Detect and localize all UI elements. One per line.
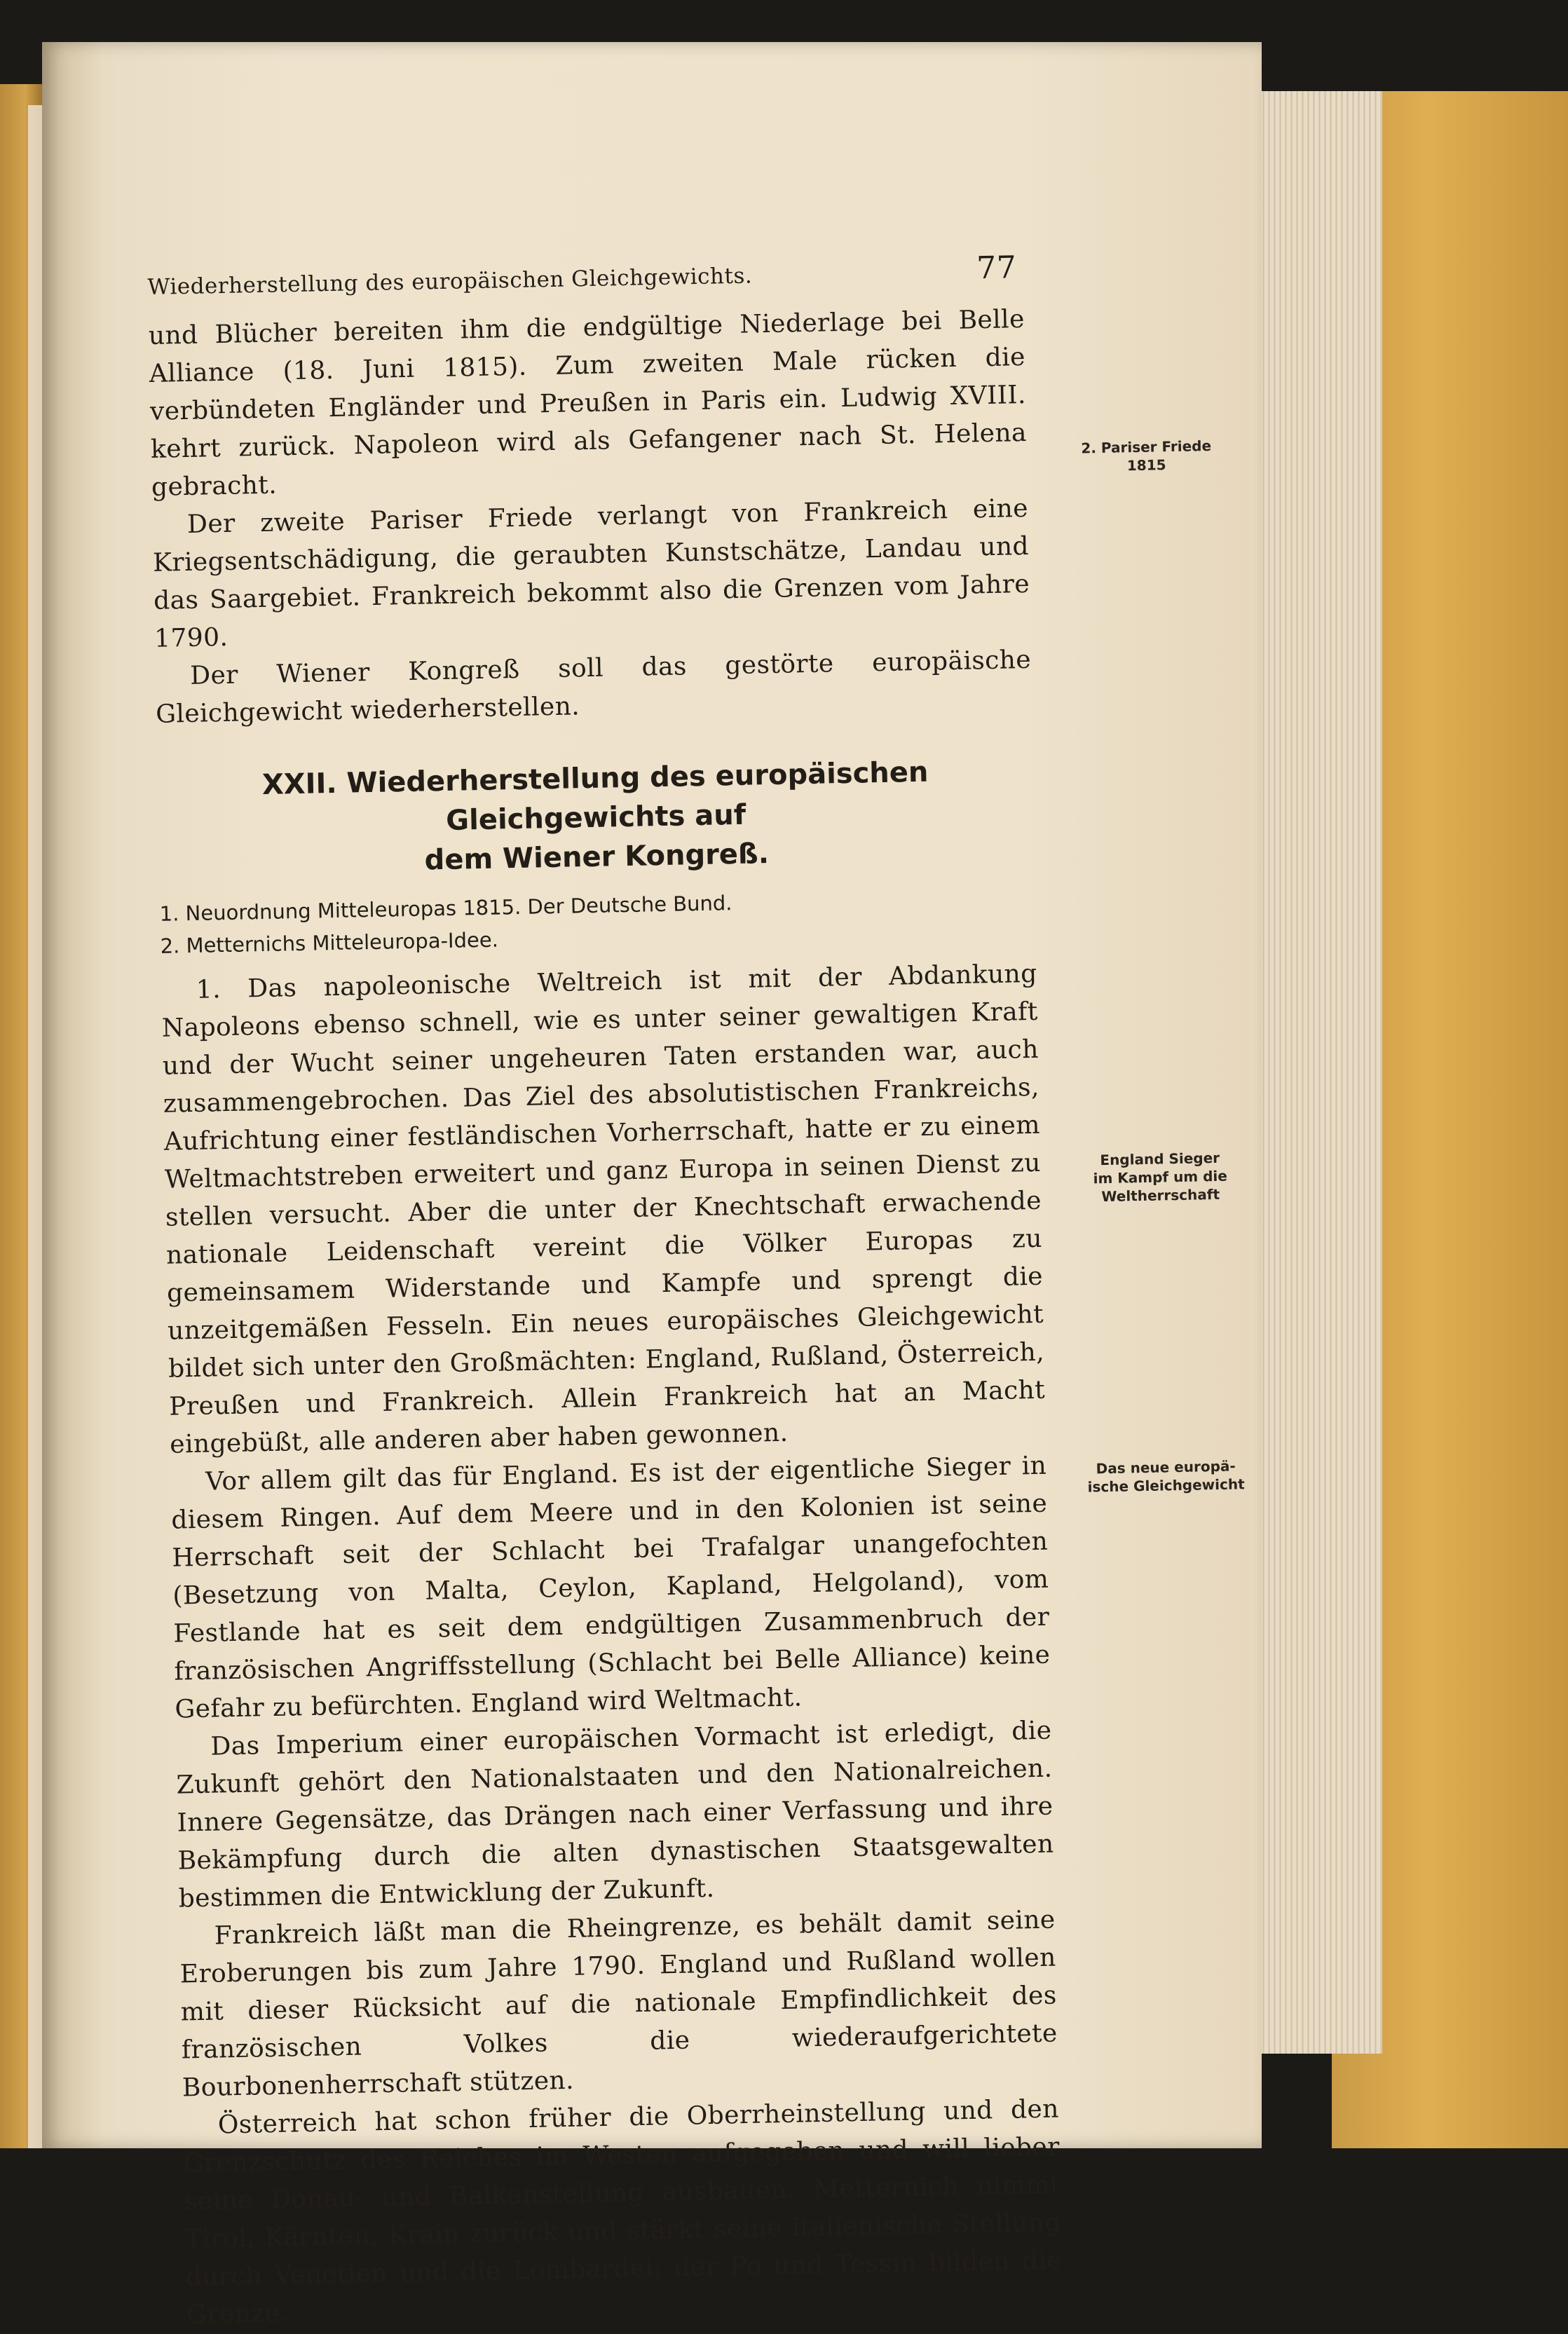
page-content	[147, 250, 1245, 2334]
subheading-1: 1. Neuordnung Mitteleuropas 1815. Der Deutsche Bund.	[159, 891, 732, 926]
margin-note-line: im Kampf um die	[1093, 1167, 1228, 1187]
paragraph-intro-2: Der zweite Pariser Friede verlangt von Frankreich eine Kriegsentschädigung, die geraubten Kunstschätze, Landau und das Saargebiet. Frankreich bekommt also die Grenzen vom Jahre 1790.	[152, 493, 1030, 653]
chapter-title-line-1: XXII. Wiederherstellung des europäischen Gleichgewichts auf	[261, 756, 929, 837]
paragraph-body-4: Frankreich läßt man die Rheingrenze, es behält damit seine Eroberungen bis zum Jahre 1790. England und Rußland wollen mit dieser Rücksicht auf die nationale Empfindlichkeit des französischen Volkes die wiederaufgerichtete Bourbonenherrschaft stützen.	[179, 1905, 1058, 2103]
margin-note-line: Das neue europä-	[1096, 1457, 1236, 1477]
paragraph-intro-1: und Blücher bereiten ihm die endgültige Niederlage bei Belle Alliance (18. Juni 1815). Zum zweiten Male rücken die verbündeten Engländer und Preußen in Paris ein. Ludwig XVIII. kehrt zurück. Napoleon wird als Gefangener nach St. Helena gebracht.	[148, 304, 1028, 502]
margin-note-line: 1815	[1126, 456, 1166, 475]
paragraph-body-5: Österreich hat schon früher die Oberrheinstellung und den Grenzschutz des Reiches im Westen aufgegeben und will lieber seine Donau- und Balkanstellung ausbauen. Metternich nimmt Tirol, Kärnten, Krain zurück und stärkt seine italienische Stellung durch Venetien und die Lombardei; der Po und Tessin bilden die Grenze.	[183, 2094, 1063, 2330]
subheading-2: 2. Metternichs Mitteleuropa-Idee.	[160, 927, 499, 958]
margin-note-line: 2. Pariser Friede	[1081, 437, 1212, 457]
margin-note-line: Weltherrschaft	[1101, 1185, 1220, 1206]
paragraph-intro-3: Der Wiener Kongreß soll das gestörte europäische Gleichgewicht wiederherstellen.	[155, 645, 1032, 729]
chapter-heading	[157, 751, 1035, 885]
margin-note-england-sieger	[1075, 1148, 1244, 1206]
margin-note-line: England Sieger	[1100, 1149, 1220, 1169]
paragraph-body-3: Das Imperium einer europäischen Vormacht ist erledigt, die Zukunft gehört den Nationalstaaten und den Nationalreichen. Innere Gegensätze, das Drängen nach einer Verfassung und ihre Bekämpfung durch die alten dynastischen Staatsgewalten bestimmen die Entwicklung der Zukunft.	[176, 1716, 1054, 1913]
chapter-subheadings	[159, 881, 1037, 962]
margin-note-line: ische Gleichgewicht	[1087, 1475, 1245, 1496]
running-head-title: Wiederherstellung des europäischen Gleichgewichts.	[147, 263, 753, 300]
paragraph-body-1: 1. Das napoleonische Weltreich ist mit der Abdankung Napoleons ebenso schnell, wie es unter seiner gewaltigen Kraft und der Wucht seiner ungeheuren Taten erstanden war, auch zusammengebrochen. Das Ziel des absolutistischen Frankreichs, Aufrichtung einer festländischen Vorherrschaft, hatte er zu einem Weltmachtstreben erweitert und ganz Europa in seinen Dienst zu stellen versucht. Aber die unter der Knechtschaft erwachende nationale Leidenschaft vereint die Völker Europas zu gemeinsamem Widerstande und Kampfe und sprengt die unzeitgemäßen Fesseln. Ein neues europäisches Gleichgewicht bildet sich unter den Großmächten: England, Rußland, Österreich, Preußen und Frankreich. Allein Frankreich hat an Macht eingebüßt, alle anderen aber haben gewonnen.	[161, 959, 1046, 1459]
margin-note-pariser-friede	[1062, 436, 1231, 476]
paragraph-body-2: Vor allem gilt das für England. Es ist der eigentliche Sieger in diesem Ringen. Auf dem Meere und in den Kolonien ist seine Herrschaft seit der Schlacht bei Trafalgar unangefochten (Besetzung von Malta, Ceylon, Kapland, Helgoland), vom Festlande hat es seit dem endgültigen Zusammenbruch der französischen Angriffsstellung (Schlacht bei Belle Alliance) keine Gefahr zu befürchten. England wird Weltmacht.	[170, 1451, 1051, 1724]
page-number: 77	[976, 250, 1017, 287]
margin-note-gleichgewicht	[1082, 1456, 1250, 1496]
book-page	[42, 42, 1262, 2330]
page-stack-edge	[1241, 91, 1382, 2054]
chapter-title-line-2: dem Wiener Kongreß.	[424, 838, 770, 877]
running-header	[147, 250, 1024, 302]
